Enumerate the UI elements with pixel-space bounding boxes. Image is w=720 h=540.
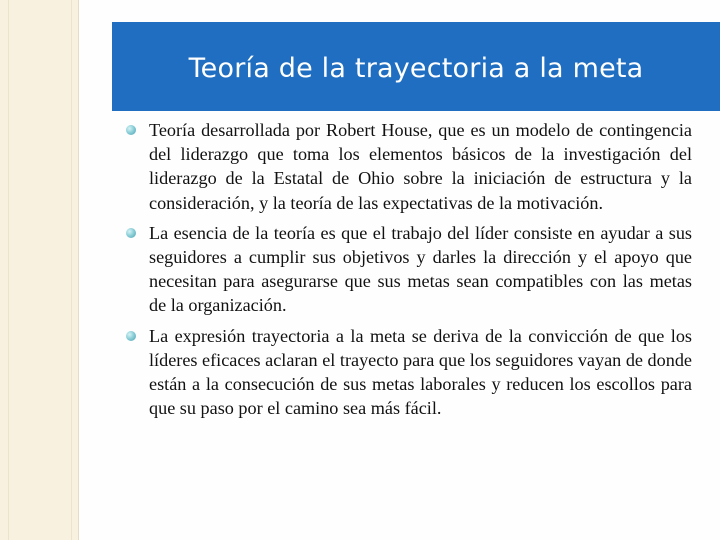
bullet-text: La esencia de la teoría es que el trabajo del líder consiste en ayudar a sus seguidores a cumplir sus objetivos y darles la dirección y el apoyo que necesitan para asegurarse que sus metas sean compatibles con las metas de la organización. [149, 222, 692, 316]
bullet-item [126, 221, 692, 318]
round-bullet-icon [126, 228, 136, 238]
round-bullet-icon [126, 331, 136, 341]
bullet-item [126, 118, 692, 215]
slide-title [112, 22, 720, 118]
bullet-list [126, 118, 692, 426]
round-bullet-icon [126, 125, 136, 135]
bullet-text: Teoría desarrollada por Robert House, que es un modelo de contingencia del liderazgo que toma los elementos básicos de la investigación del liderazgo de la Estatal de Ohio sobre la iniciación de estructura y la consideración, y la teoría de las expectativas de la motivación. [149, 120, 692, 213]
bullet-text: La expresión trayectoria a la meta se deriva de la convicción de que los líderes eficaces aclaran el trayecto para que los seguidores vayan de donde están a la consecución de sus metas laborales y reducen los escollos para que su paso por el camino sea más fácil. [149, 325, 692, 419]
slide-title-text: Teoría de la trayectoria a la meta [188, 52, 644, 84]
side-decor-lines [8, 0, 72, 540]
bullet-item [126, 324, 692, 421]
side-decor-band [0, 0, 79, 540]
